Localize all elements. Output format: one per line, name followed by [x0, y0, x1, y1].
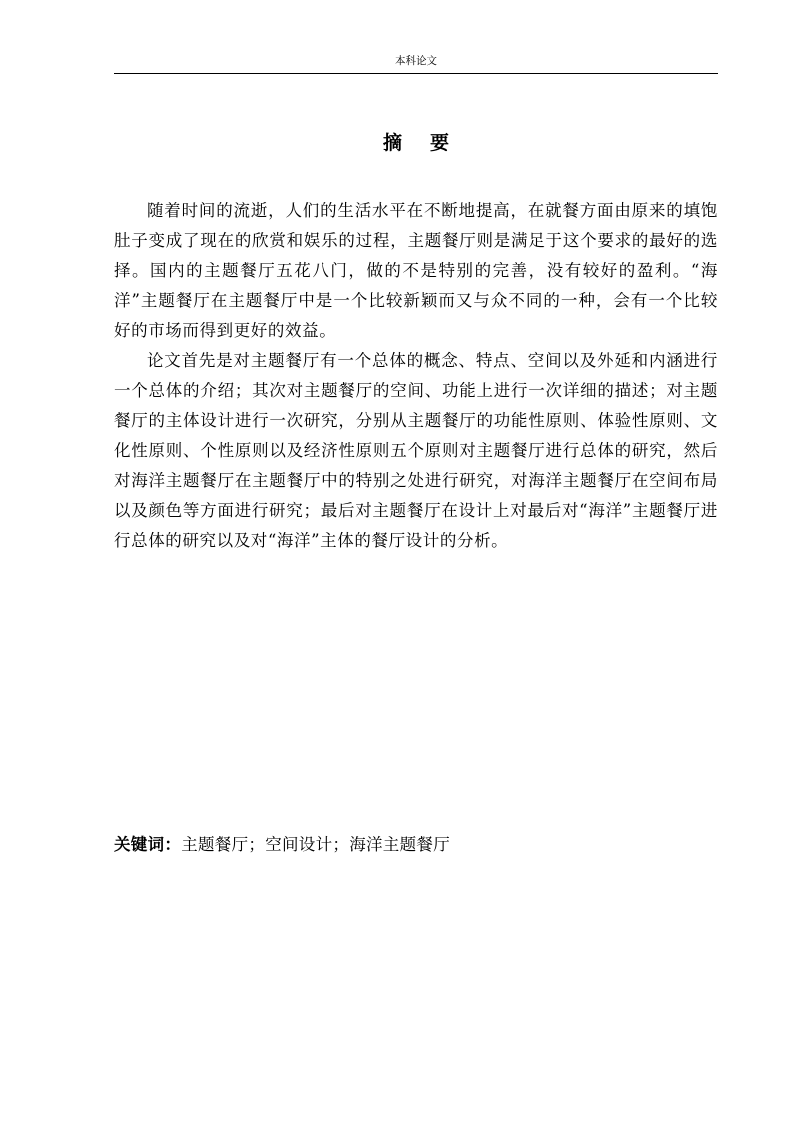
- abstract-paragraph: 论文首先是对主题餐厅有一个总体的概念、特点、空间以及外延和内涵进行一个总体的介绍；其次对主题餐厅的空间、功能上进行一次详细的描述；对主题餐厅的主体设计进行一次研究，分别从主题餐厅的功能性原则、体验性原则、文化性原则、个性原则以及经济性原则五个原则对主题餐厅进行总体的研究，然后对海洋主题餐厅在主题餐厅中的特别之处进行研究，对海洋主题餐厅在空间布局以及颜色等方面进行研究；最后对主题餐厅在设计上对最后对“海洋”主题餐厅进行总体的研究以及对“海洋”主体的餐厅设计的分析。: [114, 351, 718, 550]
- keywords-label: 关键词：: [114, 835, 182, 854]
- abstract-paragraph: 随着时间的流逝，人们的生活水平在不断地提高，在就餐方面由原来的填饱肚子变成了现在的欣赏和娱乐的过程，主题餐厅则是满足于这个要求的最好的选择。国内的主题餐厅五花八门，做的不是特别的完善，没有较好的盈利。“海洋”主题餐厅在主题餐厅中是一个比较新颖而又与众不同的一种，会有一个比较好的市场而得到更好的效益。: [114, 201, 718, 340]
- running-header: 本科论文: [114, 53, 718, 74]
- abstract-title: 摘要: [382, 132, 477, 154]
- abstract-body: [114, 196, 718, 556]
- keywords: [114, 830, 718, 860]
- keywords-value: 主题餐厅；空间设计；海洋主题餐厅: [181, 835, 451, 854]
